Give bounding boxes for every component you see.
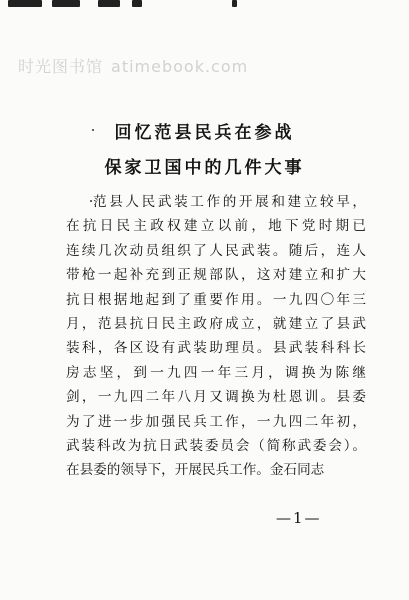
watermark-site-name: 时光图书馆 [18, 57, 104, 76]
watermark-site-url: atimebook.com [111, 57, 249, 76]
body-line: 房志坚，到一九四一年三月，调换为陈继 [66, 364, 366, 381]
body-line: 连续几次动员组织了人民武装。随后，连人 [66, 242, 366, 259]
body-line: 装科，各区设有武装助理员。县武装科科长 [66, 340, 366, 357]
body-line: 月，范县抗日民主政府成立，就建立了县武 [66, 315, 366, 332]
body-paragraph [66, 190, 366, 483]
body-line: 在县委的领导下，开展民兵工作。金石同志 [66, 462, 325, 479]
body-line: 剑，一九四二年八月又调换为杜恩训。县委 [66, 389, 366, 406]
chapter-title-line-2: 保家卫国中的几件大事 [104, 158, 305, 178]
watermark [18, 54, 248, 77]
text-fragment [132, 0, 142, 7]
cropped-top-text-fragments [0, 0, 409, 10]
body-line: 在抗日民主政权建立以前，地下党时期已 [66, 218, 366, 235]
chapter-title-line-1: 回忆范县民兵在参战 [114, 123, 295, 143]
text-fragment [52, 0, 80, 7]
body-line: 武装科改为抗日武装委员会（简称武委会）。 [66, 437, 366, 454]
page-number: —1— [276, 509, 322, 527]
text-fragment [232, 0, 237, 7]
body-line: 带枪一起补充到正规部队，这对建立和扩大 [66, 267, 366, 284]
text-fragment [8, 0, 42, 7]
print-speck [92, 129, 94, 131]
text-fragment [98, 0, 120, 7]
body-line: 为了进一步加强民兵工作，一九四二年初， [66, 413, 366, 430]
body-line: 范县人民武装工作的开展和建立较早， [93, 194, 366, 210]
body-line: 抗日根据地起到了重要作用。一九四〇年三 [66, 291, 366, 308]
